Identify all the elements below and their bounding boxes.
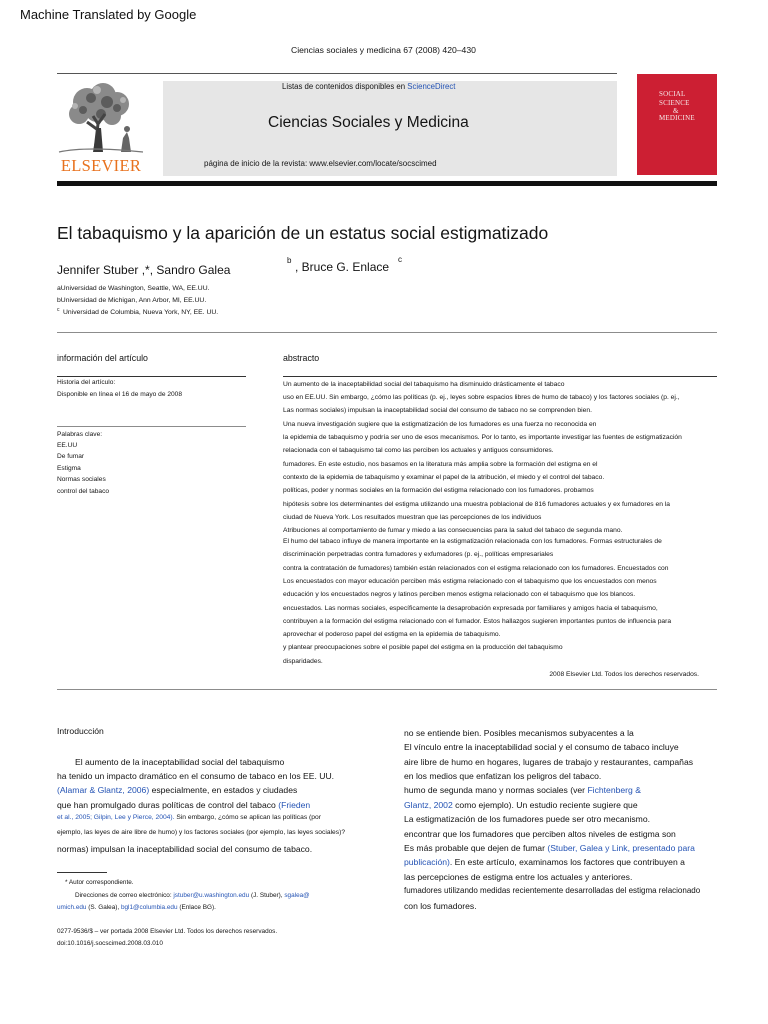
machine-translation-banner: Machine Translated by Google xyxy=(20,6,197,22)
citation-link[interactable]: (Frieden xyxy=(278,799,311,810)
keyword: Normas sociales xyxy=(57,475,106,483)
cover-title-line: SCIENCE xyxy=(659,99,690,107)
abstract-heading: abstracto xyxy=(283,352,320,363)
elsevier-logo xyxy=(57,80,145,176)
intro-text: Sin embargo, ¿cómo se aplican las políticas (por xyxy=(174,813,321,821)
section-divider xyxy=(57,689,717,690)
cover-title-line: & xyxy=(673,107,679,115)
keywords-label: Palabras clave: xyxy=(57,430,103,438)
abstract-line: ciudad de Nueva York. Los resultados muestran que las percepciones de los individuos xyxy=(283,513,542,521)
citation-link[interactable]: Fichtenberg & xyxy=(587,784,641,795)
affiliation-marker-c: c xyxy=(398,255,402,264)
abstract-line: la epidemia de tabaquismo y podría ser uno de esos mecanismos. Por lo tanto, es importante investigar las fuentes de estigmatización xyxy=(283,433,682,441)
keywords-rule xyxy=(57,426,246,427)
abstract-line: educación y los encuestados negros y latinos perciben menos estigma relacionado con el tabaquismo que los blancos. xyxy=(283,590,636,598)
abstract-line: hipótesis sobre los determinantes del estigma utilizando una muestra poblacional de 816 fumadores actuales y ex fumadores en la xyxy=(283,500,670,508)
intro-text-line: no se entiende bien. Posibles mecanismos subyacentes a la xyxy=(404,727,634,738)
email-label: Direcciones de correo electrónico: xyxy=(75,891,174,899)
elsevier-wordmark: ELSEVIER xyxy=(60,156,142,175)
intro-text: Es más probable que dejen de fumar xyxy=(404,842,548,853)
article-history-date: Disponible en línea el 16 de mayo de 2008 xyxy=(57,390,183,398)
footnote-author-name: (S. Galea), xyxy=(86,903,121,911)
masthead-rule xyxy=(57,181,717,186)
journal-homepage: página de inicio de la revista: www.elsevier.com/locate/socscimed xyxy=(204,159,437,168)
intro-text-line: en los medios que enfatizan los peligros del tabaco. xyxy=(404,770,602,781)
cover-title-line: MEDICINE xyxy=(659,114,695,122)
affiliation-marker-b: b xyxy=(287,256,292,265)
intro-text: como ejemplo). Un estudio reciente sugiere que xyxy=(452,799,638,810)
abstract-line: discriminación perpetradas contra fumadores y exfumadores (p. ej., políticas empresariales xyxy=(283,550,554,558)
article-info-heading: información del artículo xyxy=(57,352,148,363)
sciencedirect-link[interactable]: ScienceDirect xyxy=(407,82,456,91)
journal-cover xyxy=(637,74,717,175)
journal-citation-header: Ciencias sociales y medicina 67 (2008) 420–430 xyxy=(291,44,476,55)
citation-link[interactable]: publicación) xyxy=(404,856,450,867)
intro-text-line: El aumento de la inaceptabilidad social del tabaquismo xyxy=(75,756,285,767)
email-addresses-line xyxy=(75,893,310,899)
intro-text-line: ha tenido un impacto dramático en el consumo de tabaco en los EE. UU. xyxy=(57,770,335,781)
abstract-rule xyxy=(283,376,717,377)
footnote-author-name: (J. Stuber), xyxy=(249,891,285,899)
footnote-author-name: (Enlace BG). xyxy=(177,903,216,911)
citation-link[interactable]: (Stuber, Galea y Link, presentado para xyxy=(547,842,695,853)
author-name-bruce: , Bruce G. Enlace xyxy=(295,260,390,274)
doi-line[interactable]: doi:10.1016/j.socscimed.2008.03.010 xyxy=(57,939,163,947)
abstract-line: políticas, poder y normas sociales en la formación del estigma relacionado con los fumadores. probamos xyxy=(283,486,594,494)
intro-text-line xyxy=(57,786,297,795)
intro-text-line: aire libre de humo en hogares, lugares de trabajo y restaurantes, campañas xyxy=(404,756,694,767)
corresponding-author-note: * Autor correspondiente. xyxy=(65,878,134,886)
intro-text-line xyxy=(57,801,310,810)
journal-title: Ciencias Sociales y Medicina xyxy=(268,113,469,131)
contents-availability-text xyxy=(282,83,455,91)
keyword: Estigma xyxy=(57,464,81,472)
intro-text-line xyxy=(404,844,695,853)
email-link[interactable]: jstuber@u.washington.edu xyxy=(173,891,250,899)
email-link[interactable]: sgalea@ xyxy=(284,891,310,899)
keyword: control del tabaco xyxy=(57,487,110,495)
abstract-line: El humo del tabaco influye de manera importante en la estigmatización relacionada con los fumadores. Formas estructurales de xyxy=(283,537,662,545)
abstract-line: relacionada con el tabaquismo tal como las perciben los actuales y antiguos consumidores. xyxy=(283,446,554,454)
intro-text-line xyxy=(404,786,641,795)
abstract-line: Los encuestados con mayor educación perciben más estigma relacionado con el tabaquismo que los encuestados con menos xyxy=(283,577,657,585)
cover-title-line: SOCIAL xyxy=(659,90,686,98)
abstract-line: aprovechar el poderoso papel del estigma en la epidemia de tabaquismo. xyxy=(283,630,501,638)
footnote-rule xyxy=(57,872,107,873)
article-title: El tabaquismo y la aparición de un estatus social estigmatizado xyxy=(57,223,549,243)
introduction-heading: Introducción xyxy=(57,725,104,736)
intro-text-line: normas) impulsan la inaceptabilidad social del consumo de tabaco. xyxy=(57,843,313,854)
affiliation-c: Universidad de Columbia, Nueva York, NY, EE. UU. xyxy=(63,308,219,316)
intro-text-line: las percepciones de estigma entre los actuales y anteriores. xyxy=(404,871,633,882)
issn-line: 0277-9536/$ – ver portada 2008 Elsevier Ltd. Todos los derechos reservados. xyxy=(57,927,278,935)
abstract-line: encuestados. Las normas sociales, específicamente la desaprobación expresada por familiares y amigos hacia el tabaquismo, xyxy=(283,604,658,612)
email-link[interactable]: bgl1@columbia.edu xyxy=(120,903,178,911)
abstract-line: contexto de la epidemia de tabaquismo y examinar el papel de la atribución, el miedo y el control del tabaco. xyxy=(283,473,605,481)
abstract-line: Una nueva investigación sugiere que la estigmatización de los fumadores es una fuerza no reconocida en xyxy=(283,420,597,428)
intro-text: especialmente, en estados y ciudades xyxy=(149,784,298,795)
intro-text: . En este artículo, examinamos los factores que contribuyen a xyxy=(449,856,685,867)
intro-text-line xyxy=(404,858,685,867)
affiliation-b: bUniversidad de Michigan, Ann Arbor, MI, EE.UU. xyxy=(57,296,207,304)
article-info-rule xyxy=(57,376,246,377)
keyword: EE.UU xyxy=(57,441,78,449)
citation-link[interactable]: Glantz, 2002 xyxy=(404,799,453,810)
affiliation-marker: c xyxy=(57,306,60,313)
abstract-line: uso en EE.UU. Sin embargo, ¿cómo las políticas (p. ej., leyes sobre espacios libres de humo de tabaco) y los factores sociales (p. ej., xyxy=(283,393,680,401)
affiliation-a: aUniversidad de Washington, Seattle, WA, EE.UU. xyxy=(57,284,210,292)
intro-text: que han promulgado duras políticas de control del tabaco xyxy=(57,799,279,810)
citation-link[interactable]: et al., 2005; Gilpin, Lee y Pierce, 2004). xyxy=(57,813,175,821)
abstract-line: disparidades. xyxy=(283,657,323,665)
copyright-notice: 2008 Elsevier Ltd. Todos los derechos reservados. xyxy=(549,670,699,678)
intro-text-line: ejemplo, las leyes de aire libre de humo) y los factores sociales (por ejemplo, las leyes sociales)? xyxy=(57,828,346,836)
author-names: Jennifer Stuber ,*, Sandro Galea xyxy=(57,263,231,277)
elsevier-tree-icon xyxy=(57,80,145,154)
citation-link[interactable]: (Alamar & Glantz, 2006) xyxy=(57,784,150,795)
email-addresses-line xyxy=(57,905,216,911)
abstract-line: contra la contratación de fumadores) también están relacionados con el estigma relacionado con los fumadores. Encuestados con xyxy=(283,564,669,572)
abstract-line: Atribuciones al comportamiento de fumar y miedo a las consecuencias para la salud del tabaco de segunda mano. xyxy=(283,526,623,534)
article-history-label: Historia del artículo: xyxy=(57,378,116,386)
intro-text-line: El vínculo entre la inaceptabilidad social y el consumo de tabaco incluye xyxy=(404,741,679,752)
intro-text-line: fumadores utilizando medidas recientemente desarrolladas del estigma relacionado xyxy=(404,886,701,895)
abstract-line: fumadores. En este estudio, nos basamos en la literatura más amplia sobre la formación del estigma en el xyxy=(283,460,598,468)
contents-prefix: Listas de contenidos disponibles en xyxy=(282,82,408,91)
email-link[interactable]: umich.edu xyxy=(57,903,87,911)
section-divider xyxy=(57,332,717,333)
abstract-line: Las normas sociales) impulsan la inaceptabilidad social del consumo de tabaco no se comprenden bien. xyxy=(283,406,592,414)
top-rule xyxy=(57,73,617,74)
intro-text-line: con los fumadores. xyxy=(404,900,477,911)
intro-text: humo de segunda mano y normas sociales (ver xyxy=(404,784,588,795)
intro-text-line xyxy=(404,801,638,810)
keyword: De fumar xyxy=(57,452,85,460)
intro-text-line: La estigmatización de los fumadores puede ser otro mecanismo. xyxy=(404,813,651,824)
intro-text-line: encontrar que los fumadores que perciben altos niveles de estigma son xyxy=(404,828,676,839)
abstract-line: contribuyen a la formación del estigma relacionado con el fumador. Estos hallazgos sugieren importantes puntos de influencia para xyxy=(283,617,672,625)
intro-text-line xyxy=(57,815,321,822)
abstract-line: y plantear preocupaciones sobre el posible papel del estigma en la producción del tabaquismo xyxy=(283,643,563,651)
abstract-line: Un aumento de la inaceptabilidad social del tabaquismo ha disminuido drásticamente el tabaco xyxy=(283,380,565,388)
